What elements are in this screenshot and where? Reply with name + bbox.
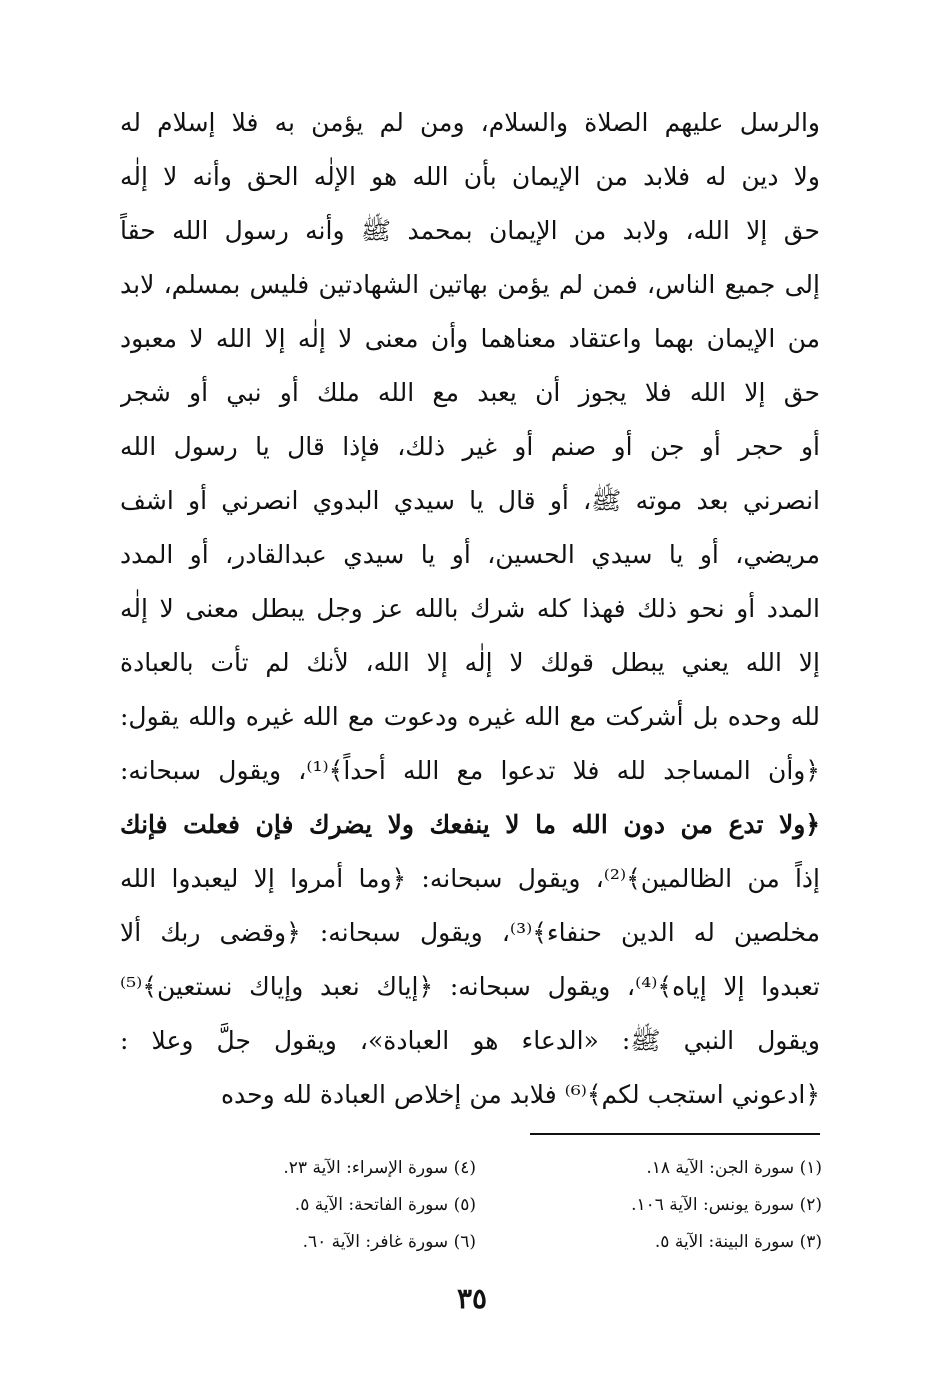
text-line-10: المدد أو نحو ذلك فهذا كله شرك بالله عز وجل يبطل معنى لا إلٰه — [120, 594, 820, 623]
text-line-1: والرسل عليهم الصلاة والسلام، ومن لم يؤمن به فلا إسلام له — [120, 108, 820, 137]
text-line-15: إذاً من الظالمين﴾⁽²⁾، ويقول سبحانه: ﴿وما أمروا إلا ليعبدوا الله — [120, 864, 820, 893]
footnotes-right-column — [522, 1150, 822, 1261]
footnote-5: (٥) سورة الفاتحة: الآية ٥. — [294, 1195, 476, 1215]
text-line-2: ولا دين له فلابد من الإيمان بأن الله هو الإلٰه الحق وأنه لا إلٰه — [120, 162, 820, 191]
text-line-17: تعبدوا إلا إياه﴾⁽⁴⁾، ويقول سبحانه: ﴿إياك نعبد وإياك نستعين﴾⁽⁵⁾ — [120, 972, 820, 1001]
footnote-6: (٦) سورة غافر: الآية ٦٠. — [302, 1232, 476, 1252]
footnote-2: (٢) سورة يونس: الآية ١٠٦. — [631, 1195, 822, 1215]
footnotes-left-column — [176, 1150, 476, 1261]
text-line-6: حق إلا الله فلا يجوز أن يعبد مع الله ملك أو نبي أو شجر — [120, 378, 820, 407]
text-line-9: مريضي، أو يا سيدي الحسين، أو يا سيدي عبدالقادر، أو المدد — [120, 540, 820, 569]
text-line-5: من الإيمان بهما واعتقاد معناهما وأن معنى لا إلٰه إلا الله لا معبود — [120, 324, 820, 353]
body-text — [120, 96, 820, 1122]
page-number: ٣٥ — [456, 1282, 488, 1315]
text-line-4: إلى جميع الناس، فمن لم يؤمن بهاتين الشهادتين فليس بمسلم، لابد — [120, 270, 820, 299]
footnote-divider — [530, 1133, 820, 1135]
text-line-7: أو حجر أو جن أو صنم أو غير ذلك، فإذا قال يا رسول الله — [120, 432, 820, 461]
text-line-18: ويقول النبي ﷺ: «الدعاء هو العبادة»، ويقول جلَّ وعلا : — [120, 1026, 820, 1055]
footnote-3: (٣) سورة البينة: الآية ٥. — [654, 1232, 822, 1252]
text-line-11: إلا الله يعني يبطل قولك لا إلٰه إلا الله، لأنك لم تأت بالعبادة — [120, 648, 820, 677]
text-line-16: مخلصين له الدين حنفاء﴾⁽³⁾، ويقول سبحانه: ﴿وقضى ربك ألا — [120, 918, 820, 947]
text-line-8: انصرني بعد موته ﷺ، أو قال يا سيدي البدوي انصرني أو اشف — [120, 486, 820, 515]
footnote-1: (١) سورة الجن: الآية ١٨. — [646, 1158, 822, 1178]
text-line-14: ﴿ولا تدع من دون الله ما لا ينفعك ولا يضرك فإن فعلت فإنك — [120, 810, 820, 839]
text-line-12: لله وحده بل أشركت مع الله غيره ودعوت مع الله غيره والله يقول: — [120, 702, 820, 731]
text-line-3: حق إلا الله، ولابد من الإيمان بمحمد ﷺ وأنه رسول الله حقاً — [120, 216, 820, 245]
footnote-4: (٤) سورة الإسراء: الآية ٢٣. — [283, 1158, 476, 1178]
text-line-19: ﴿ادعوني استجب لكم﴾⁽⁶⁾ فلابد من إخلاص العبادة لله وحده — [220, 1080, 820, 1109]
text-line-13: ﴿وأن المساجد لله فلا تدعوا مع الله أحداً﴾⁽¹⁾، ويقول سبحانه: — [120, 756, 820, 785]
